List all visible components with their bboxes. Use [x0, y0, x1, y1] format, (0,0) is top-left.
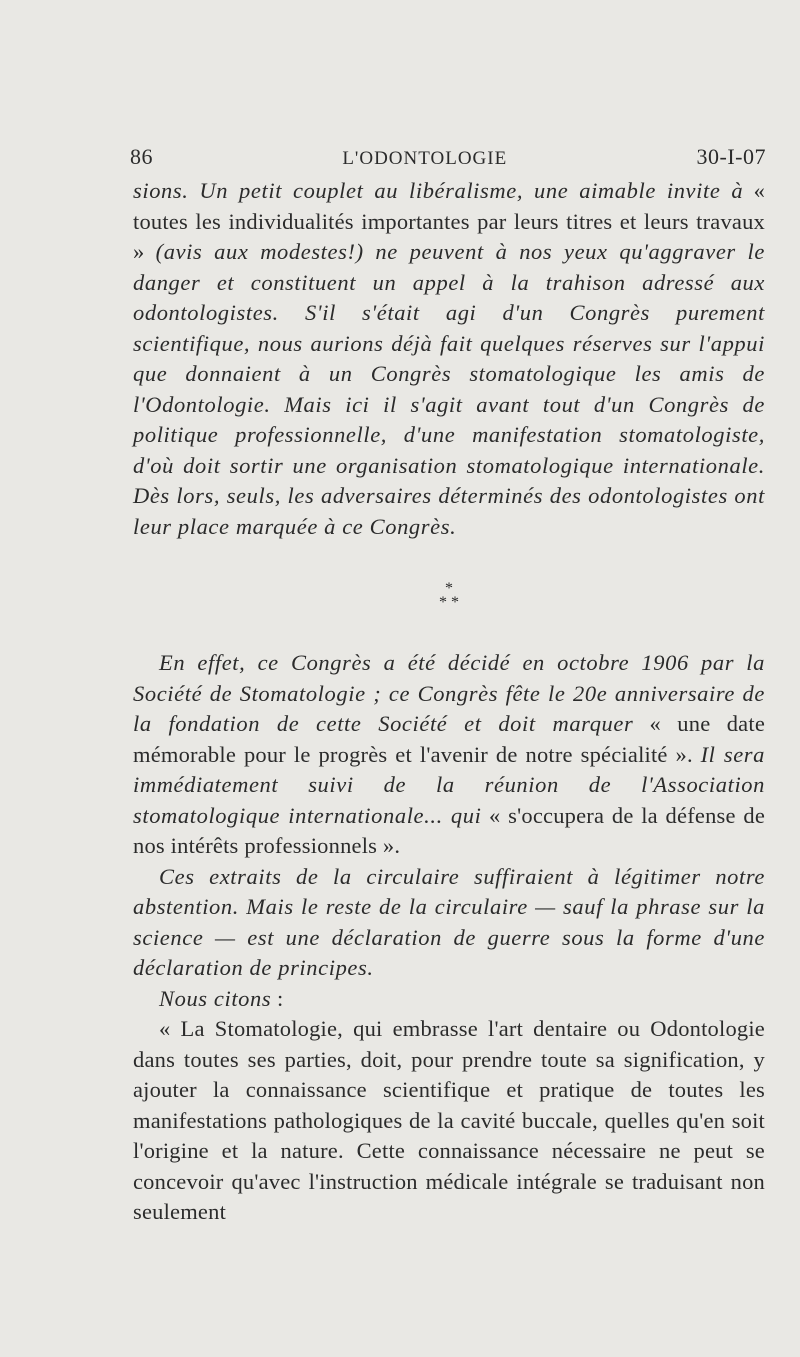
journal-title: L'ODONTOLOGIE [342, 148, 508, 169]
paragraph-3 [133, 862, 765, 984]
paragraph-4 [133, 984, 765, 1015]
body-text [133, 176, 765, 1228]
para1-roman-quote: « toutes les individualités importantes par leurs titres et leurs travaux » [133, 178, 766, 264]
para4-colon: : [271, 985, 284, 1011]
para2-roman-quote-a: « une date mémorable pour le progrès et l'avenir de notre spécialité ». [133, 711, 766, 767]
para1-italic-b: (avis aux modestes!) ne peuvent à nos yeux qu'aggraver le danger et constituent un appel à la trahison adressé aux odontologistes. S'il s'était agi d'un Congrès purement scientifique, nous aurions déjà fait quelques réserves sur l'appui que donnaient à un Congrès stomatologique les amis de l'Odontologie. Mais ici il s'agit avant tout d'un Congrès de politique professionnelle, d'une manifestation stomatologiste, d'où doit sortir une organisation stomatologique internationale. Dès lors, seuls, les adversaires déterminés des odontologistes ont leur place marquée à ce Congrès. [133, 239, 765, 539]
para2-italic-b: Il sera immédiatement suivi de la réunion de l'Association stomatologique internationale... qui [133, 741, 765, 828]
para2-roman-quote-b: « s'occupera de la défense de nos intérêts professionnels ». [133, 802, 766, 858]
para2-italic-a: En effet, ce Congrès a été décidé en octobre 1906 par la Société de Stomatologie ; ce Congrès fête le 20e anniversaire de la fondation de cette Société et doit marquer [133, 650, 765, 736]
separator-stars-bottom: * * [439, 594, 459, 611]
paragraph-2 [133, 648, 765, 862]
issue-date: 30-I-07 [696, 144, 766, 169]
para3-italic: Ces extraits de la circulaire suffiraient à légitimer notre abstention. Mais le reste de la circulaire — sauf la phrase sur la science — est une déclaration de guerre sous la forme d'une déclaration de principes. [133, 863, 765, 980]
paragraph-5 [133, 1014, 765, 1228]
para1-italic-a: sions. Un petit couplet au libéralisme, une aimable invite à [133, 178, 744, 203]
running-header [130, 144, 766, 170]
separator-star-top: * [445, 580, 453, 597]
section-separator [133, 582, 765, 610]
para4-italic: Nous citons [159, 985, 272, 1011]
paragraph-1 [133, 176, 765, 542]
page-number: 86 [130, 144, 153, 169]
para5-roman-quote: « La Stomatologie, qui embrasse l'art dentaire ou Odontologie dans toutes ses parties, doit, pour prendre toute sa signification, y ajouter la connaissance scientifique et pratique de toutes les manifestations pathologiques de la cavité buccale, quelles qu'en soit l'origine et la nature. Cette connaissance nécessaire ne peut se concevoir qu'avec l'instruction médicale intégrale se traduisant non seulement [133, 1016, 765, 1224]
